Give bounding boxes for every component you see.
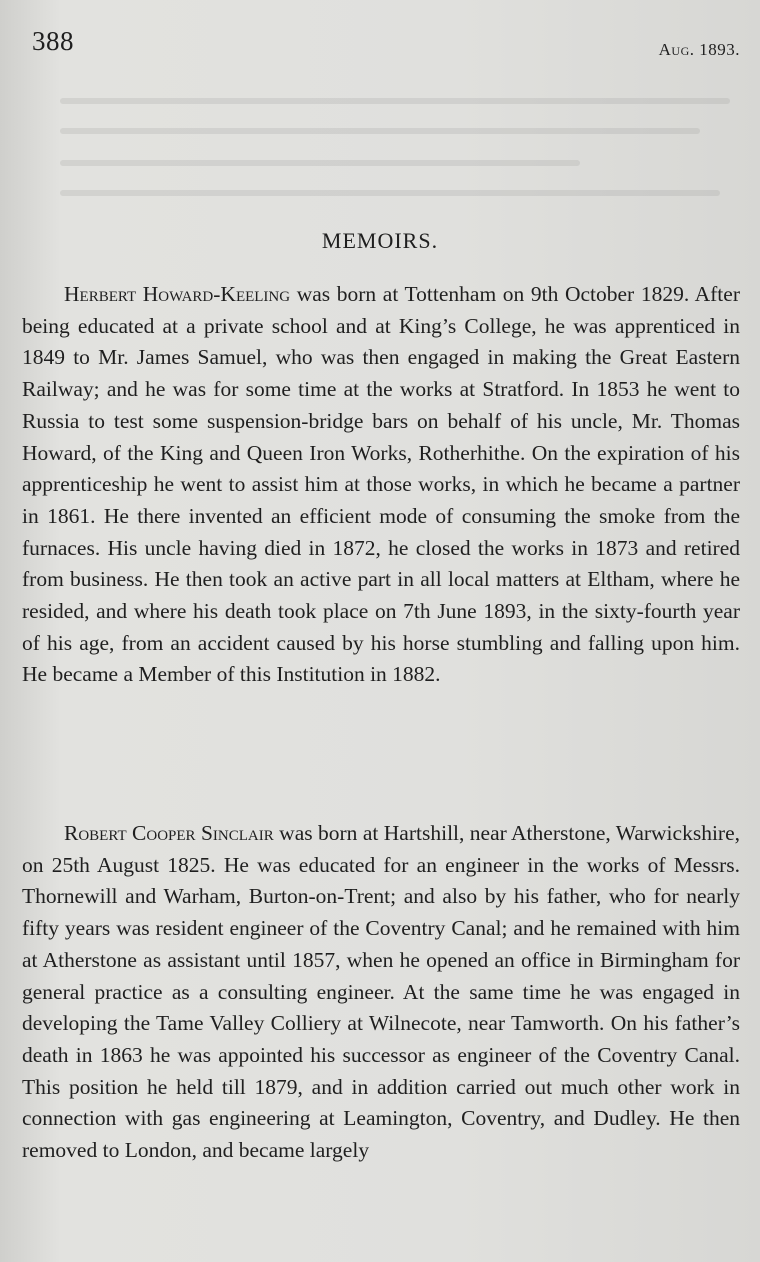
bleed-through-line [60, 160, 580, 166]
memoir-subject-name: Herbert Howard-Keeling [64, 282, 291, 306]
header-date: Aug. 1893. [658, 40, 740, 59]
memoir-paragraph [22, 279, 740, 691]
memoir-subject-name: Robert Cooper Sinclair [64, 821, 274, 845]
bleed-through-line [60, 98, 730, 104]
memoir-body-text: was born at Tottenham on 9th October 1829. After being educated at a private school and at King’s College, he was apprenticed in 1849 to Mr. James Samuel, who was then engaged in making the Great Eastern Railway; and he was for some time at the works at Stratford. In 1853 he went to Russia to test some suspension-bridge bars on behalf of his uncle, Mr. Thomas Howard, of the King and Queen Iron Works, Rotherhithe. On the expiration of his apprenticeship he went to assist him at those works, in which he became a partner in 1861. He there invented an efficient mode of consuming the smoke from the furnaces. His uncle having died in 1872, he closed the works in 1873 and retired from business. He then took an active part in all local matters at Eltham, where he resided, and where his death took place on 7th June 1893, in the sixty-fourth year of his age, from an accident caused by his horse stumbling and falling upon him. He became a Member of this Institution in 1882. [22, 282, 740, 687]
memoir-paragraph [22, 818, 740, 1167]
bleed-through-line [60, 128, 700, 134]
bleed-through-line [60, 190, 720, 196]
page-number: 388 [32, 26, 74, 56]
section-title: MEMOIRS. [321, 228, 439, 253]
memoir-body-text: was born at Hartshill, near Atherstone, Warwickshire, on 25th August 1825. He was educated for an engineer in the works of Messrs. Thornewill and Warham, Burton-on-Trent; and also by his father, who for nearly fifty years was resident engineer of the Coventry Canal; and he remained with him at Atherstone as assistant until 1857, when he opened an office in Birmingham for general practice as a consulting engineer. At the same time he was engaged in developing the Tame Valley Colliery at Wilnecote, near Tamworth. On his father’s death in 1863 he was appointed his successor as engineer of the Coventry Canal. This position he held till 1879, and in addition carried out much other work in connection with gas engineering at Leamington, Coventry, and Dudley. He then removed to London, and became largely [22, 821, 740, 1163]
running-header [0, 22, 760, 62]
